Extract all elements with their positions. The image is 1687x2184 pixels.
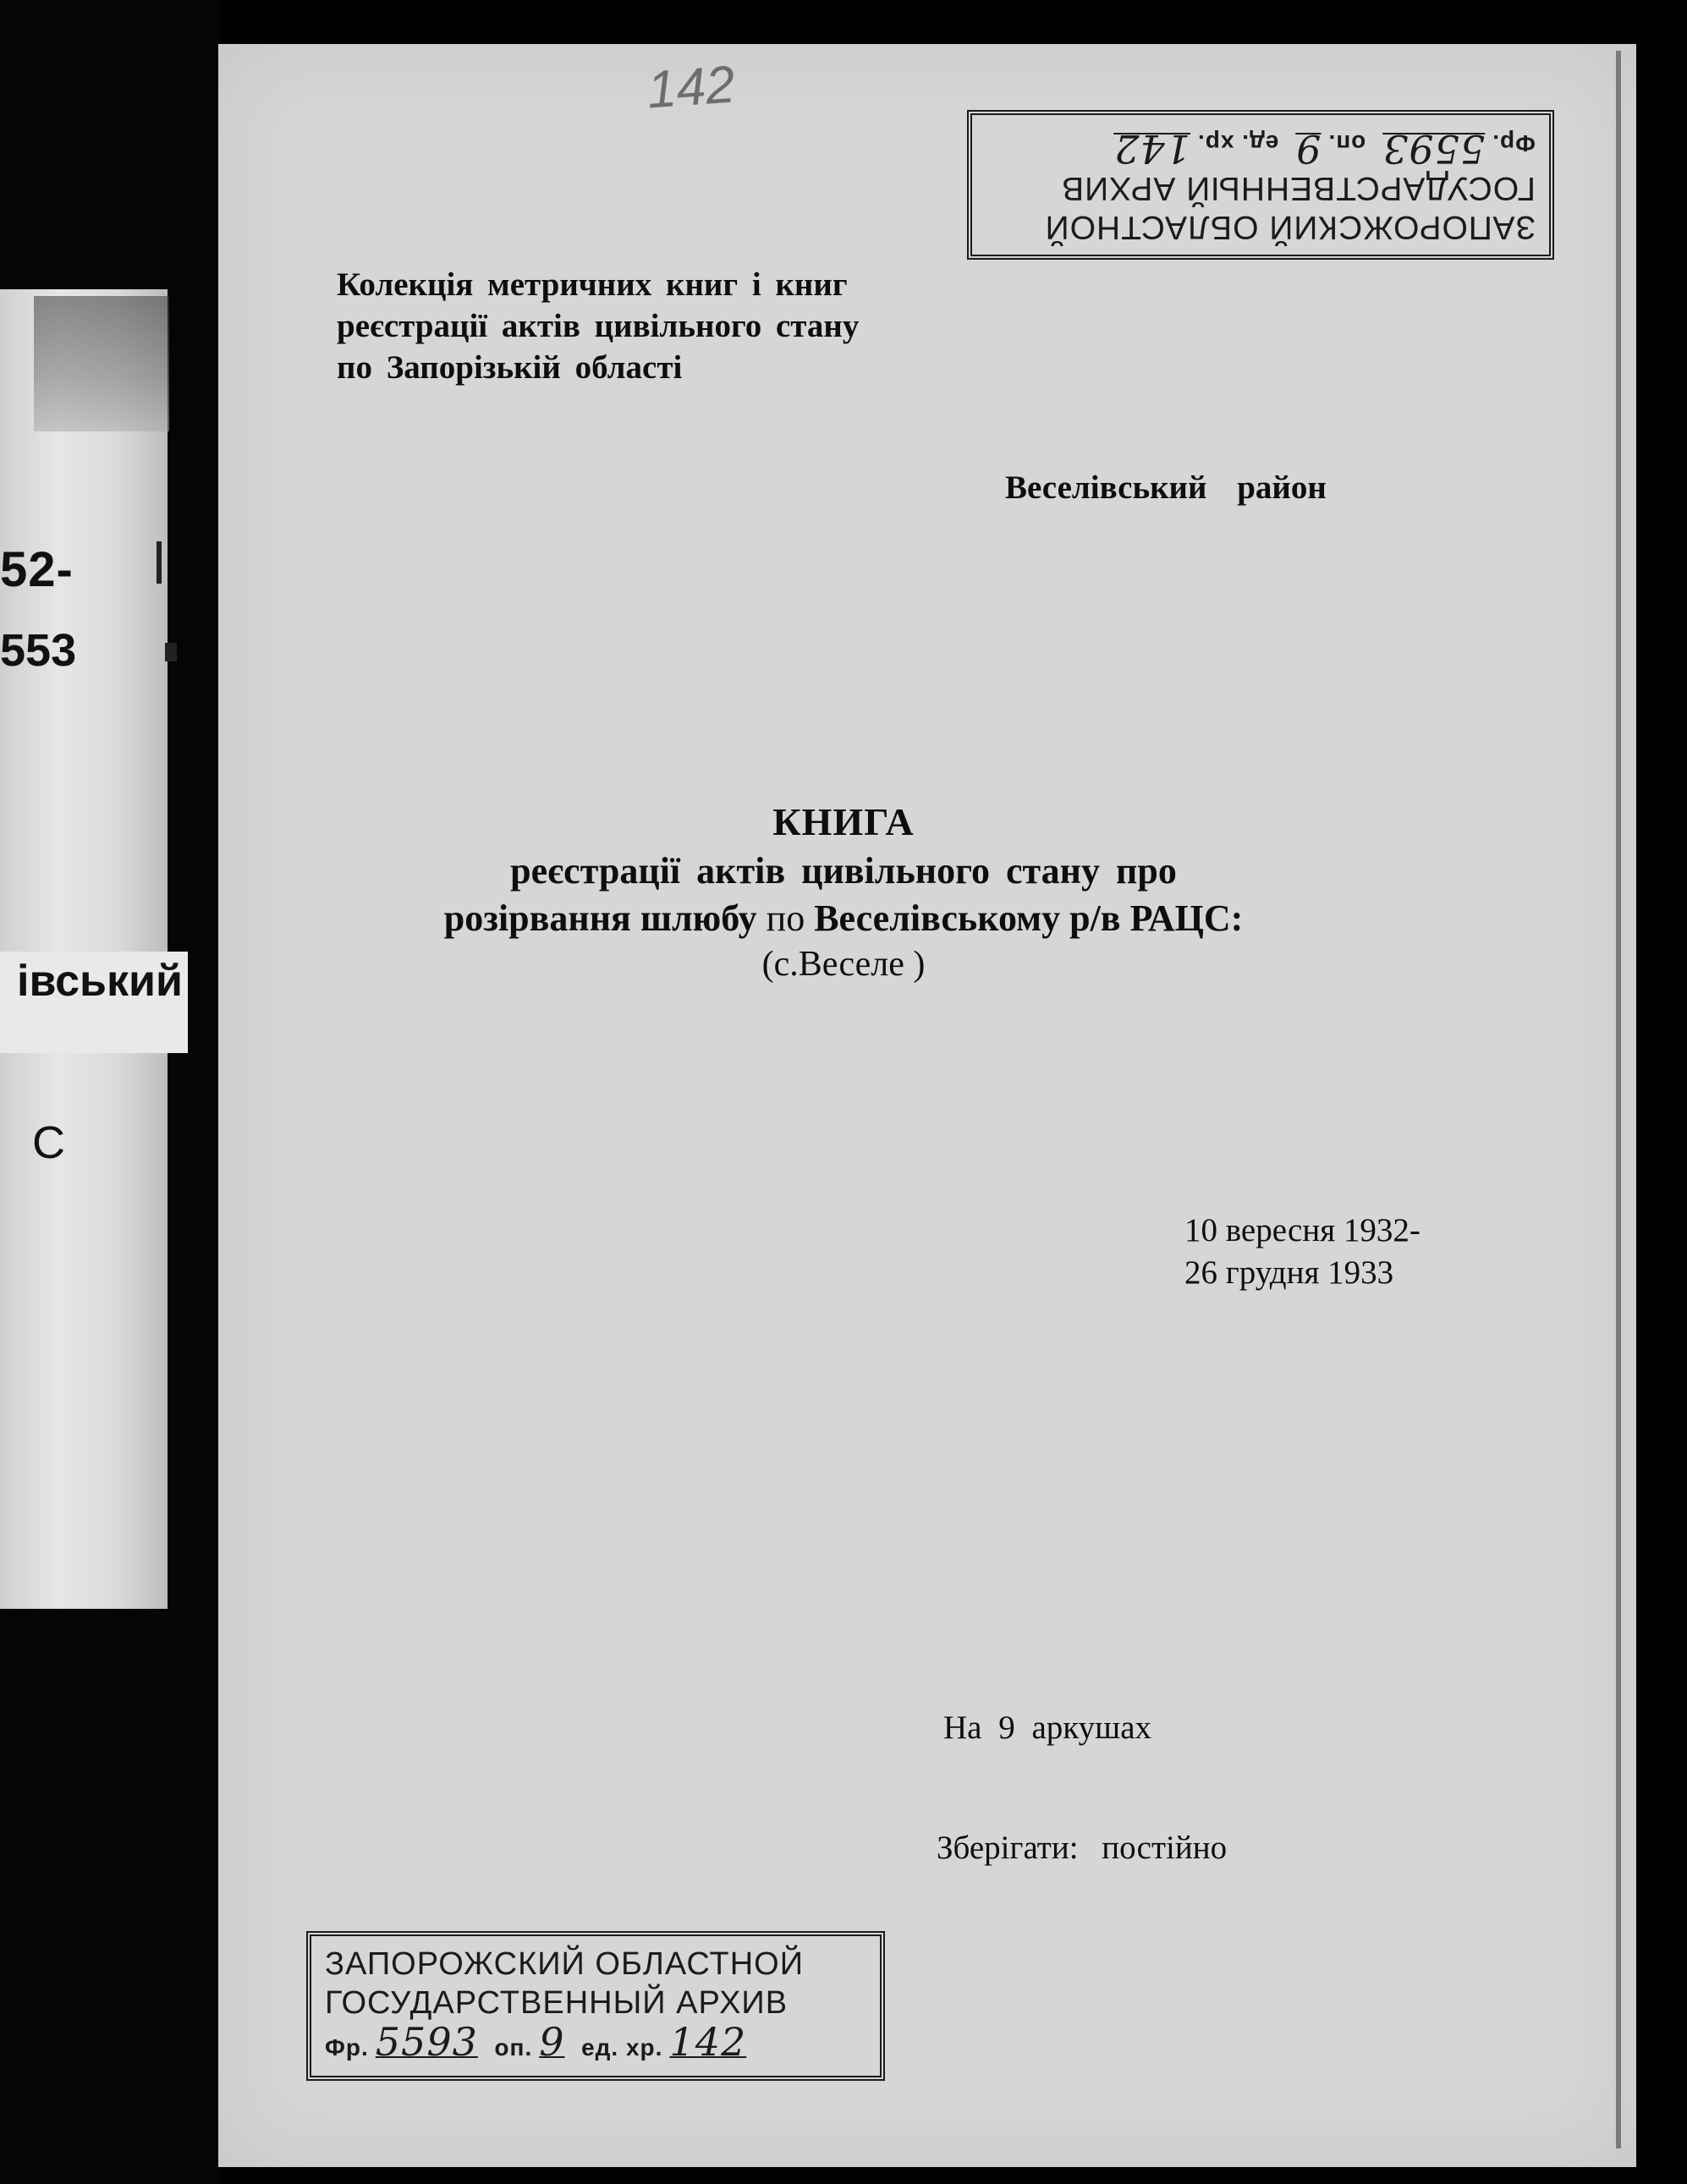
spine-range-start: 52- bbox=[0, 542, 74, 597]
sheet-edge bbox=[1616, 51, 1621, 2148]
stamp-item: 142 bbox=[1113, 126, 1191, 172]
stamp-fond: 5593 bbox=[1382, 126, 1486, 172]
archive-stamp-bottom bbox=[306, 1931, 885, 2081]
stamp-reference: Фр. 5593 оп. 9 ед. хр. 142 bbox=[325, 2022, 866, 2067]
book-subtitle-line2: розірвання шлюбу по Веселівському р/в РАЦС: bbox=[443, 897, 1244, 939]
binding-spine bbox=[0, 0, 220, 2184]
date-start: 10 вересня 1932- bbox=[1184, 1212, 1420, 1248]
stamp-archive-name: ЗАПОРОЖСКИЙ ОБЛАСТНОЙ bbox=[1044, 209, 1536, 245]
stamp-archive-type: ГОСУДАРСТВЕННЫЙ АРХИВ bbox=[325, 1985, 789, 2021]
spine-mark bbox=[157, 541, 162, 584]
retention-note: Зберігати: постійно bbox=[937, 1830, 1228, 1866]
stamp-opis: 9 bbox=[1295, 126, 1322, 172]
spine-district-label: івський bbox=[17, 957, 183, 1006]
book-subtitle-line1: реєстрації актів цивільного стану про bbox=[510, 850, 1177, 892]
stamp-archive-name: ЗАПОРОЖСКИЙ ОБЛАСТНОЙ bbox=[325, 1946, 805, 1982]
date-range bbox=[1184, 1210, 1420, 1294]
stamp-reference: Фр.5593 оп.9 ед. хр.142 bbox=[986, 123, 1536, 168]
stamp-archive-type: ГОСУДАРСТВЕННЫЙ АРХИВ bbox=[1061, 170, 1536, 206]
stamp-fond: 5593 bbox=[375, 2019, 478, 2065]
sheet-count: На 9 аркушах bbox=[943, 1709, 1152, 1746]
pencil-page-number: 142 bbox=[645, 55, 737, 120]
spine-shadow bbox=[34, 296, 169, 431]
book-title: КНИГА bbox=[772, 800, 915, 843]
archive-stamp-top bbox=[967, 110, 1554, 260]
spine-mark bbox=[165, 643, 177, 661]
stamp-opis: 9 bbox=[539, 2019, 565, 2065]
stamp-item: 142 bbox=[669, 2019, 747, 2065]
collection-heading: Колекція метричних книг і книг реєстрації актів цивільного стану по Запорізькій області bbox=[337, 266, 860, 386]
village-name: (с.Веселе ) bbox=[761, 945, 926, 984]
spine-range-end: 553 bbox=[0, 625, 77, 676]
spine-notch bbox=[0, 169, 19, 195]
spine-rats-label: С bbox=[32, 1117, 65, 1168]
date-end: 26 грудня 1933 bbox=[1184, 1254, 1394, 1291]
district-name: Веселівський район bbox=[1005, 469, 1327, 506]
